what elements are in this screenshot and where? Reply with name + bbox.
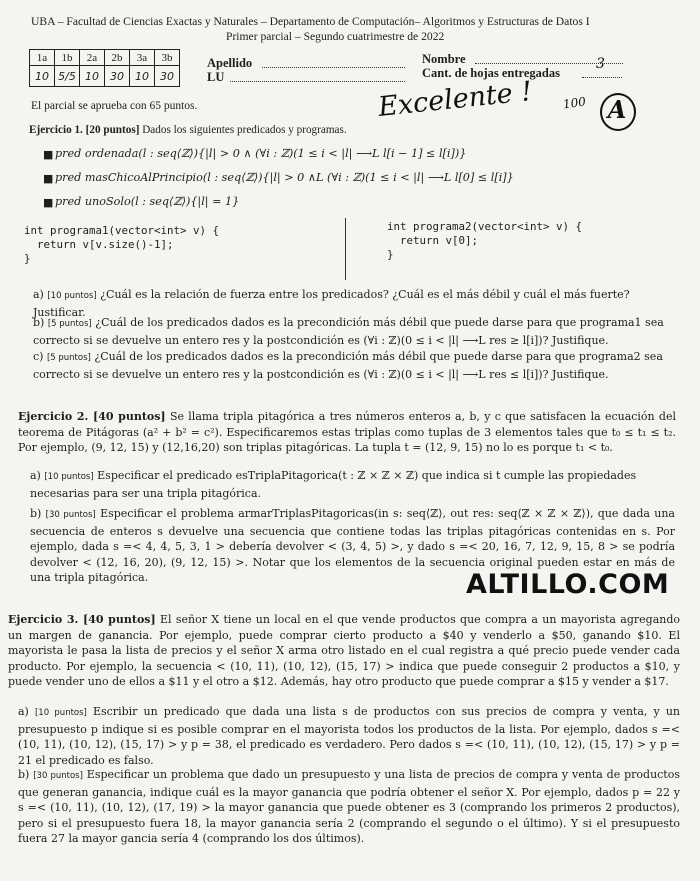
item-text: Especificar un problema que dado un presupuesto y una lista de precios de compra y venta de productos que generan ganancia, indique cuál es la mayor ganancia que podría obtener el señor X. Por ejemplo, dados p = 22 y s =< (10, 11), (10, 12), (17, 19) > la mayor ganancia que puede obtener es 3 (comprando los primeros 2 productos), pero si el presupuesto fuera 18, la mayor ganancia sería 2 (comprando el segundo o el último). Y si el presupuesto fuera 27 la mayor gancia sería 4 (comprando los dos últimos). (18, 768, 681, 845)
grade-header: 2b (105, 50, 130, 66)
bullet: ■ (43, 196, 54, 209)
ex3-item-b (18, 767, 680, 847)
item-label: b) (33, 316, 45, 329)
item-text: ¿Cuál de los predicados dados es la precondición más débil que puede darse para que programa2 sea correcto si se devuelve un entero res y la postcondición es (∀i : ℤ)(0 ≤ i < |l| ⟶L res ≤ l[i])? Justifique. (33, 350, 663, 381)
item-text: ¿Cuál de los predicados dados es la precondición más débil que puede darse para que programa1 sea correcto si se devuelve un entero res y la postcondición es (∀i : ℤ)(0 ≤ i < |l| ⟶L res ≥ l[i])? Justifique. (33, 316, 664, 347)
grade-header: 3a (130, 50, 155, 66)
item-text: Escribir un predicado que dada una lista s de productos con sus precios de compra y venta, y un presupuesto p indique si es posible comprar en el mayorista todos los productos de la lista. Por ejemplo, dados s =< (10, 11), (10, 12), (15, 17) > y p = 38, el predicado es verdadero. Pero dados s =< (10, 11), (10, 12), (15, 17) > y p = 21 el predicado es falso. (18, 705, 680, 767)
hojas-label: Cant. de hojas entregadas (422, 66, 560, 80)
item-points: [10 puntos] (44, 472, 94, 482)
item-points: [10 puntos] (47, 291, 97, 301)
item-label: a) (33, 288, 44, 301)
handwritten-score: 100 (562, 94, 587, 112)
grade-score: 10 (30, 66, 55, 87)
ex3-intro-text: El señor X tiene un local en el que vende productos que compra a un mayorista agregando un margen de ganancia. Por ejemplo, puede comprar cierto producto a $40 y venderlo a $50, ganando $10. El mayorista le pasa la lista de precios y el señor X arma otro listado en el cual registra a qué precio puede vender cada producto. Por ejemplo, la secuencia < (10, 11), (10, 12), (15, 17) > indica que puede conseguir 2 productos a $10, y puede vender uno de ellos a $11 y el otro a $12. Además, hay otro producto que puede comprar a $15 y vender a $17. (8, 613, 681, 688)
grade-score: 30 (155, 66, 180, 87)
ex1-item-b (33, 315, 673, 348)
item-points: [30 puntos] (45, 510, 96, 520)
pred-ordenada: pred ordenada(l : seq⟨ℤ⟩){|l| > 0 ∧ (∀i : ℤ)(1 ≤ i < |l| ⟶L l[i − 1] ≤ l[i])} (55, 147, 467, 160)
item-text: Especificar el problema armarTriplasPitagoricas(in s: seq⟨ℤ⟩, out res: seq⟨ℤ × ℤ × ℤ⟩), que dada una secuencia de enteros s devuelve una secuencia que contiene todas las triplas pitagóricas contenidas en s. Por ejemplo, dada s =< 4, 4, 5, 3, 1 > debería devolver < (3, 4, 5) >, y dado s =< 20, 16, 7, 12, 9, 15, 8 > se podría devolver < (12, 16, 20), (9, 12, 15) >. Notar que los elementos de la secuencia original pueden estar en más de una tripla pitagórica. (30, 507, 675, 584)
lu-label: LU (207, 70, 225, 84)
ex3-title-bold: Ejercicio 3. [40 puntos] (8, 613, 156, 626)
grade-header: 1b (55, 50, 80, 66)
code-divider (345, 218, 346, 280)
grade-header: 3b (155, 50, 180, 66)
item-label: a) (30, 469, 41, 482)
grade-header: 2a (80, 50, 105, 66)
handwritten-grade: A (607, 95, 627, 124)
item-text: ¿Cuál es la relación de fuerza entre los predicados? ¿Cuál es el más débil y cuál el más fuerte? Justificar. (33, 288, 630, 319)
ex2-intro (18, 409, 676, 456)
ex3-item-a (18, 704, 680, 768)
ex3-intro (8, 612, 680, 690)
lu-line (230, 81, 405, 82)
ex2-intro-text: Se llama tripla pitagórica a tres números enteros a, b, y c que satisfacen la ecuación del teorema de Pitágoras (a² + b² = c²). Especificaremos estas triplas como tuplas de 3 elementos tales que t₀ ≤ t₁ ≤ t₂. Por ejemplo, (9, 12, 15) y (12,16,20) son triplas pitagóricas. La tupla t = (12, 9, 15) no lo es porque t₁ < t₀. (18, 410, 677, 454)
ex2-title-bold: Ejercicio 2. [40 puntos] (18, 410, 166, 423)
ex1-title (29, 124, 347, 136)
pred-unoSolo: pred unoSolo(l : seq⟨ℤ⟩){|l| = 1} (55, 195, 240, 208)
pred-masChico: pred masChicoAlPrincipio(l : seq⟨ℤ⟩){|l| > 0 ∧L (∀i : ℤ)(1 ≤ i < |l| ⟶L l[0] ≤ l[i]} (55, 171, 514, 184)
grade-score: 10 (80, 66, 105, 87)
item-points: [30 puntos] (33, 771, 83, 781)
approval-note: El parcial se aprueba con 65 puntos. (31, 100, 198, 112)
watermark: ALTILLO.COM (466, 569, 670, 600)
item-label: a) (18, 705, 29, 718)
item-label: b) (18, 768, 30, 781)
nombre-label: Nombre (422, 52, 466, 66)
hojas-line (582, 77, 622, 78)
ex2-item-a (30, 468, 675, 501)
handwritten-comment: Excelente ! (376, 76, 534, 123)
item-label: b) (30, 507, 42, 520)
item-label: c) (33, 350, 44, 363)
header-line1: UBA – Facultad de Ciencias Exactas y Naturales – Departamento de Computación– Algoritmos y Estructuras de Datos I (31, 15, 590, 28)
grade-score: 5/5 (55, 66, 80, 87)
code-programa2: int programa2(vector<int> v) { return v[0]; } (387, 220, 583, 261)
header-line2: Primer parcial – Segundo cuatrimestre de 2022 (226, 30, 445, 43)
bullet: ■ (43, 148, 54, 161)
ex1-title-bold: Ejercicio 1. [20 puntos] (29, 124, 140, 136)
grade-table (29, 49, 180, 87)
grade-score: 30 (105, 66, 130, 87)
grade-score: 10 (130, 66, 155, 87)
item-text: Especificar el predicado esTriplaPitagorica(t : ℤ × ℤ × ℤ) que indica si t cumple las propiedades necesarias para ser una tripla pitagórica. (30, 469, 637, 500)
apellido-label: Apellido (207, 56, 253, 70)
code-programa1: int programa1(vector<int> v) { return v[v.size()-1]; } (24, 224, 220, 265)
grade-header: 1a (30, 50, 55, 66)
item-points: [5 puntos] (46, 353, 91, 363)
ex1-title-rest: Dados los siguientes predicados y programas. (142, 124, 347, 136)
item-points: [5 puntos] (47, 319, 92, 329)
hojas-handwritten-value: 3 (596, 56, 605, 72)
ex1-item-c (33, 349, 673, 382)
item-points: [10 puntos] (34, 708, 87, 718)
apellido-line (262, 67, 405, 68)
bullet: ■ (43, 172, 54, 185)
